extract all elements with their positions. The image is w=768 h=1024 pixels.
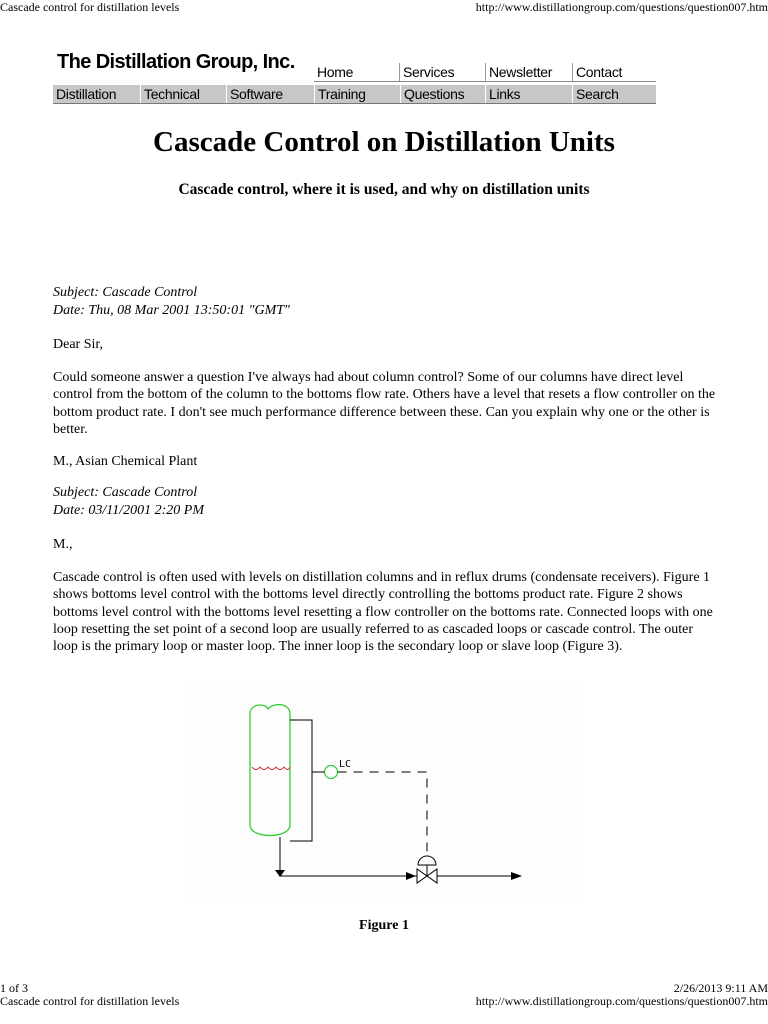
nav-link-training[interactable]: Training <box>314 85 400 103</box>
nav-link-services[interactable]: Services <box>399 63 485 81</box>
answer-subject: Subject: Cascade Control <box>53 485 198 500</box>
nav-bottom <box>53 85 656 104</box>
valve-actuator <box>418 856 436 865</box>
nav-link-contact[interactable]: Contact <box>572 63 656 81</box>
bottoms-product-line <box>280 837 520 876</box>
answer-body: Cascade control is often used with levels on distillation columns and in reflux drums (condensate receivers). Figure 1 shows bottoms level control with the bottoms level directly controlling the bottoms product rate. Figure 2 shows bottoms level control with the bottoms level resetting a flow controller on the bottoms rate. Connected loops with one loop resetting the set point of a second loop are usually referred to as cascaded loops or cascade control. The outer loop is the primary loop or master loop. The inner loop is the secondary loop or slave loop (Figure 3). <box>53 570 713 655</box>
question-body: Could someone answer a question I've always had about column control? Some of our columns have direct level control from the bottom of the column to the bottoms flow rate. Others have a level that resets a flow controller on the bottom product rate. I don't see much performance difference between these. Can you explain why one or the other is better. <box>53 370 716 437</box>
controller-label: LC <box>339 759 352 770</box>
nav-link-links[interactable]: Links <box>485 85 572 103</box>
question-signature: M., Asian Chemical Plant <box>53 454 198 469</box>
print-footer-title: Cascade control for distillation levels <box>0 994 180 1008</box>
control-signal-line <box>338 772 428 852</box>
print-footer-url[interactable]: http://www.distillationgroup.com/questions/question007.htm <box>475 994 768 1008</box>
print-footer-timestamp: 2/26/2013 9:11 AM <box>673 981 768 995</box>
nav-link-newsletter[interactable]: Newsletter <box>485 63 572 81</box>
nav-link-software[interactable]: Software <box>226 85 314 103</box>
page-title: Cascade Control on Distillation Units <box>153 126 615 158</box>
nav-link-search[interactable]: Search <box>572 85 656 103</box>
level-control-diagram <box>184 687 584 904</box>
figure-caption: Figure 1 <box>359 918 409 933</box>
question-greeting: Dear Sir, <box>53 337 103 352</box>
nav-link-technical[interactable]: Technical <box>140 85 226 103</box>
figure-1-diagram <box>184 687 584 904</box>
nav-top <box>314 63 656 82</box>
print-header-title: Cascade control for distillation levels <box>0 0 180 14</box>
answer-greeting: M., <box>53 537 73 552</box>
nav-link-home[interactable]: Home <box>317 64 354 80</box>
question-date: Date: Thu, 08 Mar 2001 13:50:01 "GMT" <box>53 303 290 318</box>
level-bridle <box>290 720 312 841</box>
print-header-url[interactable]: http://www.distillationgroup.com/questions/question007.htm <box>475 0 768 14</box>
nav-link-questions[interactable]: Questions <box>400 85 485 103</box>
answer-date: Date: 03/11/2001 2:20 PM <box>53 503 204 518</box>
question-subject: Subject: Cascade Control <box>53 285 198 300</box>
site-logo[interactable]: The Distillation Group, Inc. <box>57 51 295 73</box>
page-subtitle: Cascade control, where it is used, and why on distillation units <box>178 181 590 198</box>
print-footer-page: 1 of 3 <box>0 981 28 995</box>
level-controller-bubble <box>325 766 338 779</box>
column-vessel <box>250 705 290 836</box>
nav-link-distillation[interactable]: Distillation <box>56 86 117 102</box>
liquid-level <box>252 767 290 770</box>
